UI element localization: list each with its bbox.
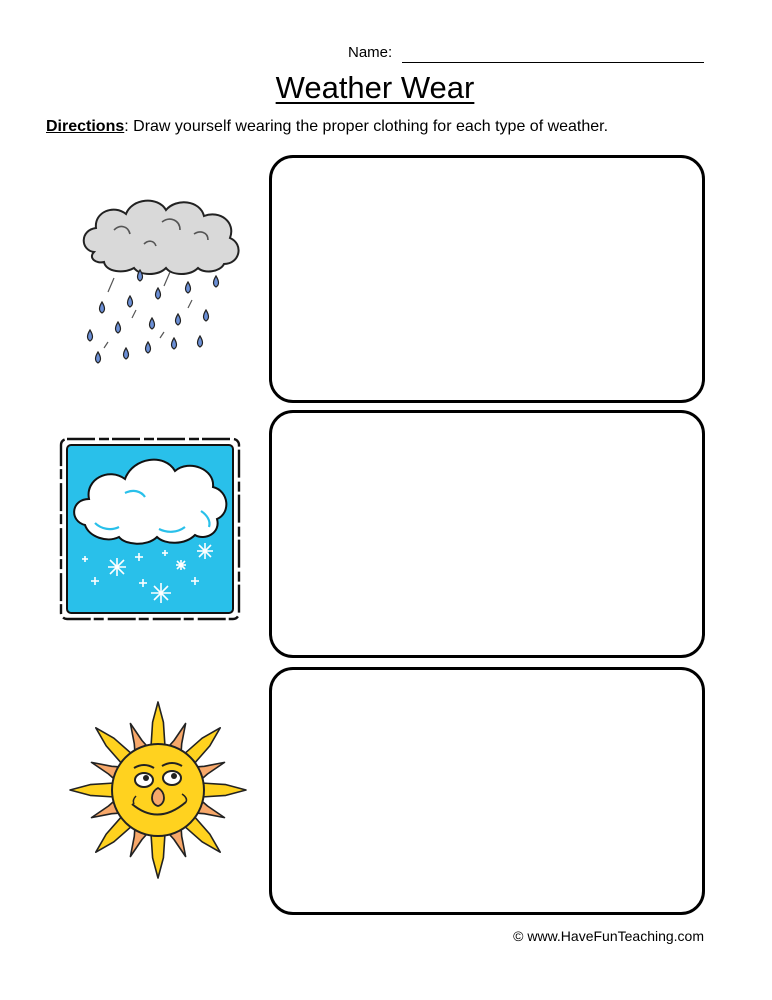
snow-cloud-icon [55,433,245,625]
name-input-line[interactable] [402,62,704,63]
drawing-box-sun[interactable] [269,667,705,915]
name-label: Name: [348,44,393,61]
directions [46,118,608,136]
directions-label: Directions [46,118,125,135]
drawing-box-rain[interactable] [269,155,705,403]
copyright-footer: © www.HaveFunTeaching.com [513,928,704,944]
sun-icon [66,696,250,880]
rain-cloud-icon [74,192,246,378]
drawing-box-snow[interactable] [269,410,705,658]
directions-text: : Draw yourself wearing the proper clothing for each type of weather. [124,118,609,135]
sun-ray [70,783,115,797]
sun-ray [201,783,246,797]
page-title: Weather Wear [275,70,475,105]
sun-ray [151,702,165,747]
sun-ray [151,833,165,878]
